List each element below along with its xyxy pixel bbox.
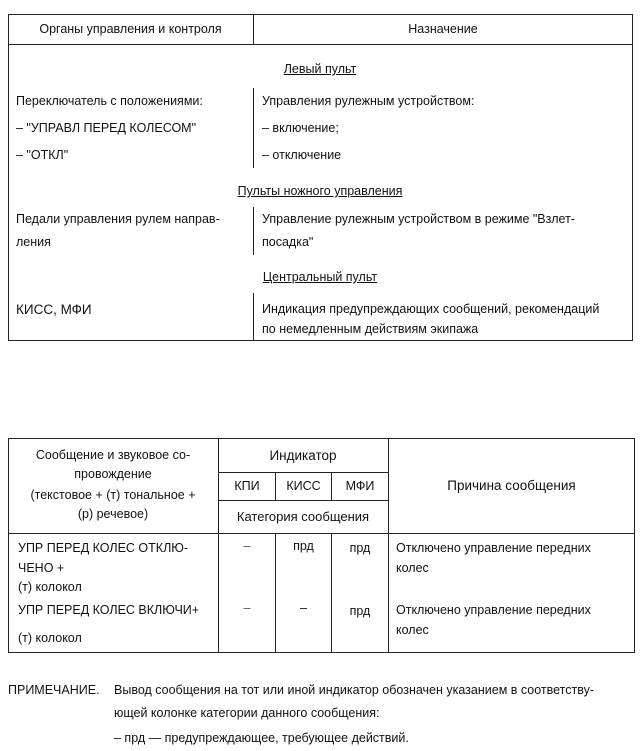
control-line: – "УПРАВЛ ПЕРЕД КОЛЕСОМ" [16, 121, 197, 135]
header-mfi: МФИ [345, 479, 375, 493]
kiss-value: прд [293, 539, 314, 553]
reason-line: колес [396, 561, 429, 575]
header-category: Категория сообщения [236, 509, 370, 524]
header-kiss: КИСС [286, 479, 321, 493]
control-line: Педали управления рулем направ- [16, 212, 220, 226]
header-kpi: КПИ [234, 479, 260, 493]
purpose-line: посадка" [262, 235, 314, 249]
purpose-line: Управление рулежным устройством в режиме "Взлет- [262, 212, 575, 226]
mfi-value: прд [349, 604, 371, 618]
table1-section3-divider [253, 293, 254, 340]
reason-line: Отключено управление передних [396, 603, 591, 617]
kpi-value: – [243, 539, 251, 553]
section-title-central-panel: Центральный пульт [262, 270, 378, 284]
table1-section1-divider [253, 88, 254, 168]
table2-bottom-border [8, 652, 634, 653]
header-reason: Причина сообщения [447, 478, 576, 493]
message-line: (т) колокол [18, 580, 82, 594]
header-message-line: провождение [74, 467, 152, 481]
purpose-line: – включение; [262, 121, 339, 135]
table1-right-border [632, 14, 633, 341]
message-line: УПР ПЕРЕД КОЛЕС ВКЛЮЧИ+ [18, 603, 200, 617]
table1-header-controls: Органы управления и контроля [39, 22, 222, 36]
header-indicator: Индикатор [269, 448, 337, 463]
table1-header-purpose: Назначение [408, 22, 478, 36]
kiss-value: – [300, 601, 307, 615]
message-line: УПР ПЕРЕД КОЛЕС ОТКЛЮ- [18, 541, 189, 555]
purpose-line: по немедленным действиям экипажа [262, 322, 479, 336]
control-line: – "ОТКЛ" [16, 148, 69, 162]
header-message-line: Сообщение и звуковое со- [35, 448, 191, 462]
control-line: Переключатель с положениями: [16, 94, 203, 108]
header-message-line: (текстовое + (т) тональное + [30, 488, 196, 502]
note-text-line: – прд — предупреждающее, требующее действий. [114, 731, 409, 745]
mfi-value: прд [349, 541, 371, 555]
control-line: КИСС, МФИ [16, 302, 92, 317]
kpi-value: – [243, 601, 251, 615]
reason-line: колес [396, 623, 429, 637]
note-text-line: Вывод сообщения на тот или иной индикатор обозначен указанием в соответству- [114, 683, 594, 697]
section-title-foot-panels: Пульты ножного управления [237, 184, 403, 198]
purpose-line: Индикация предупреждающих сообщений, рекомендаций [262, 302, 600, 316]
table1-header-bottom-border [8, 44, 632, 45]
message-line: (т) колокол [18, 631, 82, 645]
purpose-line: Управления рулежным устройством: [262, 94, 475, 108]
indicator-top-divider [218, 472, 388, 473]
control-line: ления [16, 235, 51, 249]
note-text-line: ющей колонке категории данного сообщения: [114, 706, 380, 720]
header-message-line: (р) речевое) [77, 507, 149, 521]
note-label: ПРИМЕЧАНИЕ. [8, 683, 100, 697]
table2-header-bottom-border [8, 533, 634, 534]
section-title-left-panel: Левый пульт [283, 62, 357, 76]
table1-top-border [8, 14, 632, 15]
purpose-line: – отключение [262, 148, 342, 162]
table2-right-border [634, 438, 635, 653]
message-line: ЧЕНО + [18, 561, 65, 575]
table2-col-reason-divider [388, 438, 389, 653]
reason-line: Отключено управление передних [396, 541, 591, 555]
indicator-subcol-divider [218, 500, 388, 501]
table2-top-border [8, 438, 634, 439]
table1-section2-divider [253, 207, 254, 255]
